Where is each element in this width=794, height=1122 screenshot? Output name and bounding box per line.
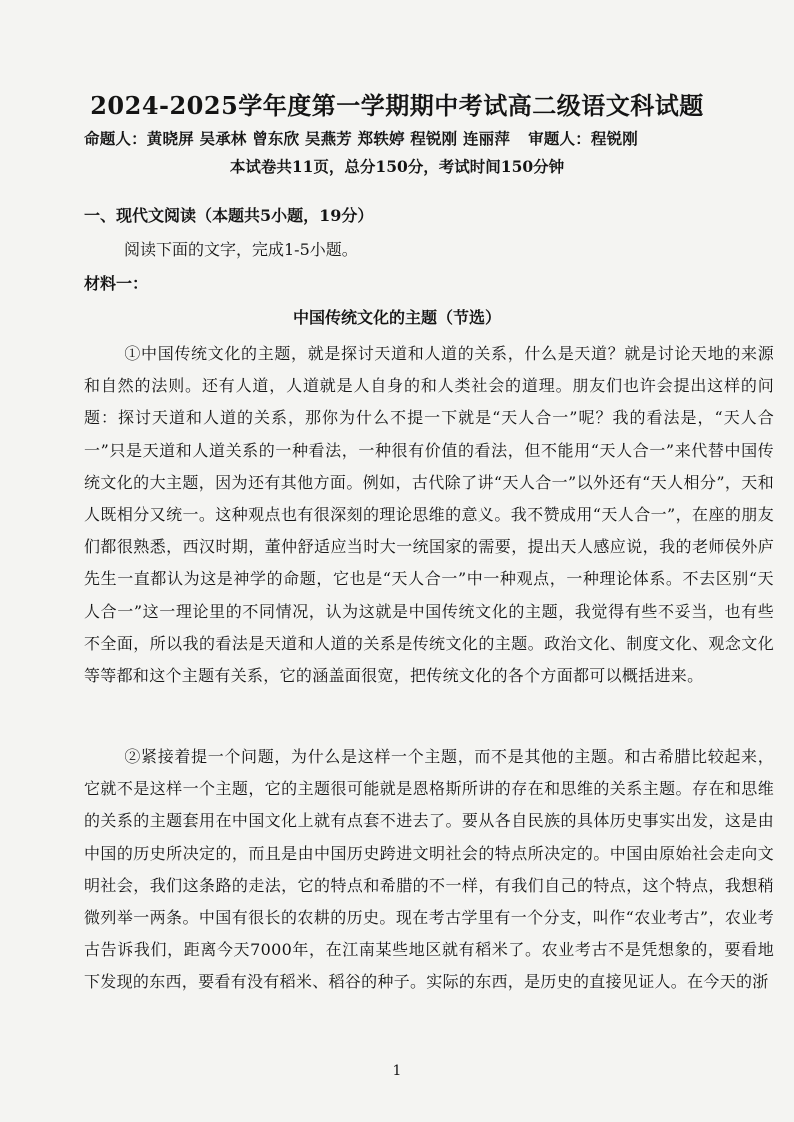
paragraph-1 bbox=[84, 338, 774, 692]
paragraph-1-text: ①中国传统文化的主题，就是探讨天道和人道的关系，什么是天道？就是讨论天地的来源和自然的法则。还有人道，人道就是人自身的和人类社会的道理。朋友们也许会提出这样的问题：探讨天道和人道的关系，那你为什么不提一下就是“天人合一”呢？我的看法是，“天人合一”只是天道和人道关系的一种看法，一种很有价值的看法，但不能用“天人合一”来代替中国传统文化的大主题，因为还有其他方面。例如，古代除了讲“天人合一”以外还有“天人相分”，天和人既相分又统一。这种观点也有很深刻的理论思维的意义。我不赞成用“天人合一”，在座的朋友们都很熟悉，西汉时期，董仲舒适应当时大一统国家的需要，提出天人感应说，我的老师侯外庐先生一直都认为这是神学的命题，它也是“天人合一”中一种观点，一种理论体系。不去区别“天人合一”这一理论里的不同情况，认为这就是中国传统文化的主题，我觉得有些不妥当，也有些不全面，所以我的看法是天道和人道的关系是传统文化的主题。政治文化、制度文化、观念文化等等都和这个主题有关系，它的涵盖面很宽，把传统文化的各个方面都可以概括进来。 bbox=[84, 344, 774, 686]
paragraph-2 bbox=[84, 741, 774, 999]
exam-info: 本试卷共11页，总分150分，考试时间150分钟 bbox=[229, 157, 565, 176]
reading-instruction: 阅读下面的文字，完成1-5小题。 bbox=[124, 240, 358, 259]
page-number: 1 bbox=[392, 1063, 402, 1079]
material-label: 材料一： bbox=[84, 274, 149, 293]
exam-title: 2024-2025学年度第一学期期中考试高二级语文科试题 bbox=[90, 91, 704, 120]
section-heading: 一、现代文阅读（本题共5小题，19分） bbox=[84, 206, 374, 225]
reviewer: 审题人：程锐刚 bbox=[528, 129, 638, 148]
author-list: 命题人：黄晓屏 吴承林 曾东欣 吴燕芳 郑轶婷 程锐刚 连丽萍 bbox=[84, 129, 511, 148]
paragraph-2-text: ②紧接着提一个问题，为什么是这样一个主题，而不是其他的主题。和古希腊比较起来，它就不是这样一个主题，它的主题很可能就是恩格斯所讲的存在和思维的关系主题。存在和思维的关系的主题套用在中国文化上就有点套不进去了。要从各自民族的具体历史事实出发，这是由中国的历史所决定的，而且是由中国历史跨进文明社会的特点所决定的。中国由原始社会走向文明社会，我们这条路的走法，它的特点和希腊的不一样，有我们自己的特点，这个特点，我想稍微列举一两条。中国有很长的农耕的历史。现在考古学里有一个分支，叫作“农业考古”，农业考古告诉我们，距离今天7000年，在江南某些地区就有稻米了。农业考古不是凭想象的，要看地下发现的东西，要看有没有稻米、稻谷的种子。实际的东西，是历史的直接见证人。在今天的浙 bbox=[84, 747, 774, 992]
exam-authors-line bbox=[84, 127, 766, 149]
article-title: 中国传统文化的主题（节选） bbox=[292, 308, 501, 327]
